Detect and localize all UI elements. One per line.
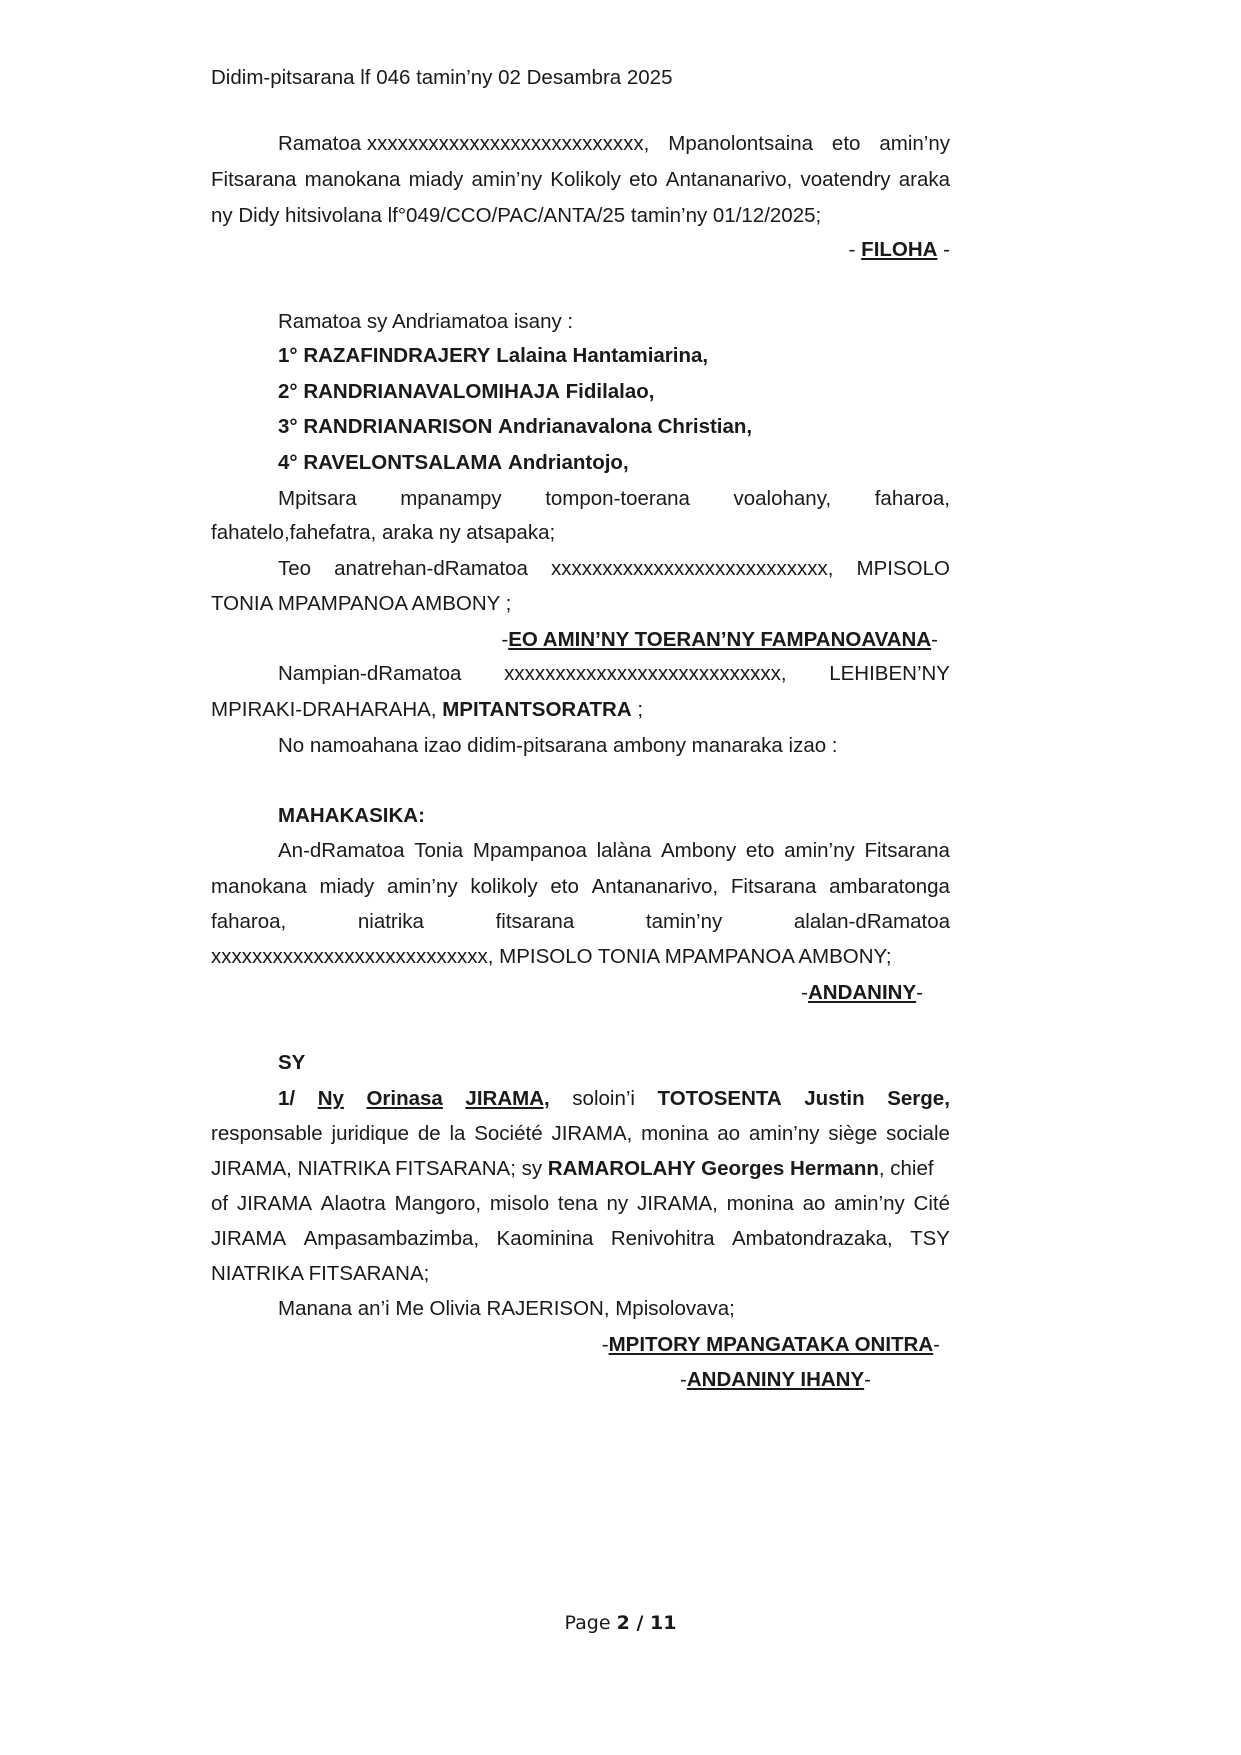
paragraph-line: Nampian-dRamatoa xxxxxxxxxxxxxxxxxxxxxxxxxxx, LEHIBEN’NY xyxy=(278,662,950,685)
role-label-andaniny-ihany: -ANDANINY IHANY- xyxy=(680,1368,871,1391)
page-number: Page 2 / 11 xyxy=(564,1612,677,1634)
judge-entry: 1° RAZAFINDRAJERY Lalaina Hantamiarina, xyxy=(278,344,709,367)
judge-entry: 4° RAVELONTSALAMA Andriantojo, xyxy=(278,451,629,474)
paragraph-line: No namoahana izao didim-pitsarana ambony manaraka izao : xyxy=(278,734,838,757)
judge-entry: 3° RANDRIANARISON Andrianavalona Christian, xyxy=(278,415,753,438)
paragraph-line: NIATRIKA FITSARANA; xyxy=(211,1262,430,1285)
paragraph-line: Mpitsara mpanampy tompon-toerana voalohany, faharoa, xyxy=(278,487,950,510)
judge-entry: 2° RANDRIANAVALOMIHAJA Fidilalao, xyxy=(278,380,655,403)
paragraph-line: TONIA MPAMPANOA AMBONY ; xyxy=(211,592,512,615)
paragraph-line: Ramatoa xxxxxxxxxxxxxxxxxxxxxxxxxxx, Mpanolontsaina eto amin’ny xyxy=(278,132,950,155)
paragraph-line: JIRAMA Ampasambazimba, Kaominina Renivohitra Ambatondrazaka, TSY xyxy=(211,1227,950,1250)
paragraph-line: ny Didy hitsivolana lf°049/CCO/PAC/ANTA/25 tamin’ny 01/12/2025; xyxy=(211,204,822,227)
paragraph-line: responsable juridique de la Société JIRAMA, monina ao amin’ny siège sociale xyxy=(211,1122,950,1145)
judges-intro: Ramatoa sy Andriamatoa isany : xyxy=(278,310,574,333)
document-header: Didim-pitsarana lf 046 tamin’ny 02 Desambra 2025 xyxy=(211,66,673,89)
paragraph-line: Fitsarana manokana miady amin’ny Kolikoly eto Antananarivo, voatendry araka xyxy=(211,168,950,191)
section-heading-mahakasika: MAHAKASIKA: xyxy=(278,804,425,827)
paragraph-line: Teo anatrehan-dRamatoa xxxxxxxxxxxxxxxxxxxxxxxxxxx, MPISOLO xyxy=(278,557,950,580)
paragraph-line: manokana miady amin’ny kolikoly eto Antananarivo, Fitsarana ambaratonga xyxy=(211,875,950,898)
role-label-mpitory: -MPITORY MPANGATAKA ONITRA- xyxy=(601,1333,940,1356)
paragraph-line: An-dRamatoa Tonia Mpampanoa lalàna Ambony eto amin’ny Fitsarana xyxy=(278,839,950,862)
paragraph-line: JIRAMA, NIATRIKA FITSARANA; sy RAMAROLAHY Georges Hermann, chief xyxy=(211,1157,934,1180)
paragraph-line: faharoa, niatrika fitsarana tamin’ny alalan-dRamatoa xyxy=(211,910,950,933)
paragraph-line: MPIRAKI-DRAHARAHA, MPITANTSORATRA ; xyxy=(211,698,644,721)
role-label-filoha: - FILOHA - xyxy=(848,238,950,261)
section-heading-sy: SY xyxy=(278,1051,306,1074)
paragraph-line: 1/ Ny Orinasa JIRAMA, soloin’i TOTOSENTA Justin Serge, xyxy=(278,1087,950,1110)
paragraph-line: fahatelo,fahefatra, araka ny atsapaka; xyxy=(211,521,556,544)
paragraph-line: xxxxxxxxxxxxxxxxxxxxxxxxxxx, MPISOLO TONIA MPAMPANOA AMBONY; xyxy=(211,945,892,968)
role-label-prosecution: -EO AMIN’NY TOERAN’NY FAMPANOAVANA- xyxy=(501,628,938,651)
paragraph-line: Manana an’i Me Olivia RAJERISON, Mpisolovava; xyxy=(278,1297,735,1320)
paragraph-line: of JIRAMA Alaotra Mangoro, misolo tena ny JIRAMA, monina ao amin’ny Cité xyxy=(211,1192,950,1215)
role-label-andaniny: -ANDANINY- xyxy=(801,981,923,1004)
